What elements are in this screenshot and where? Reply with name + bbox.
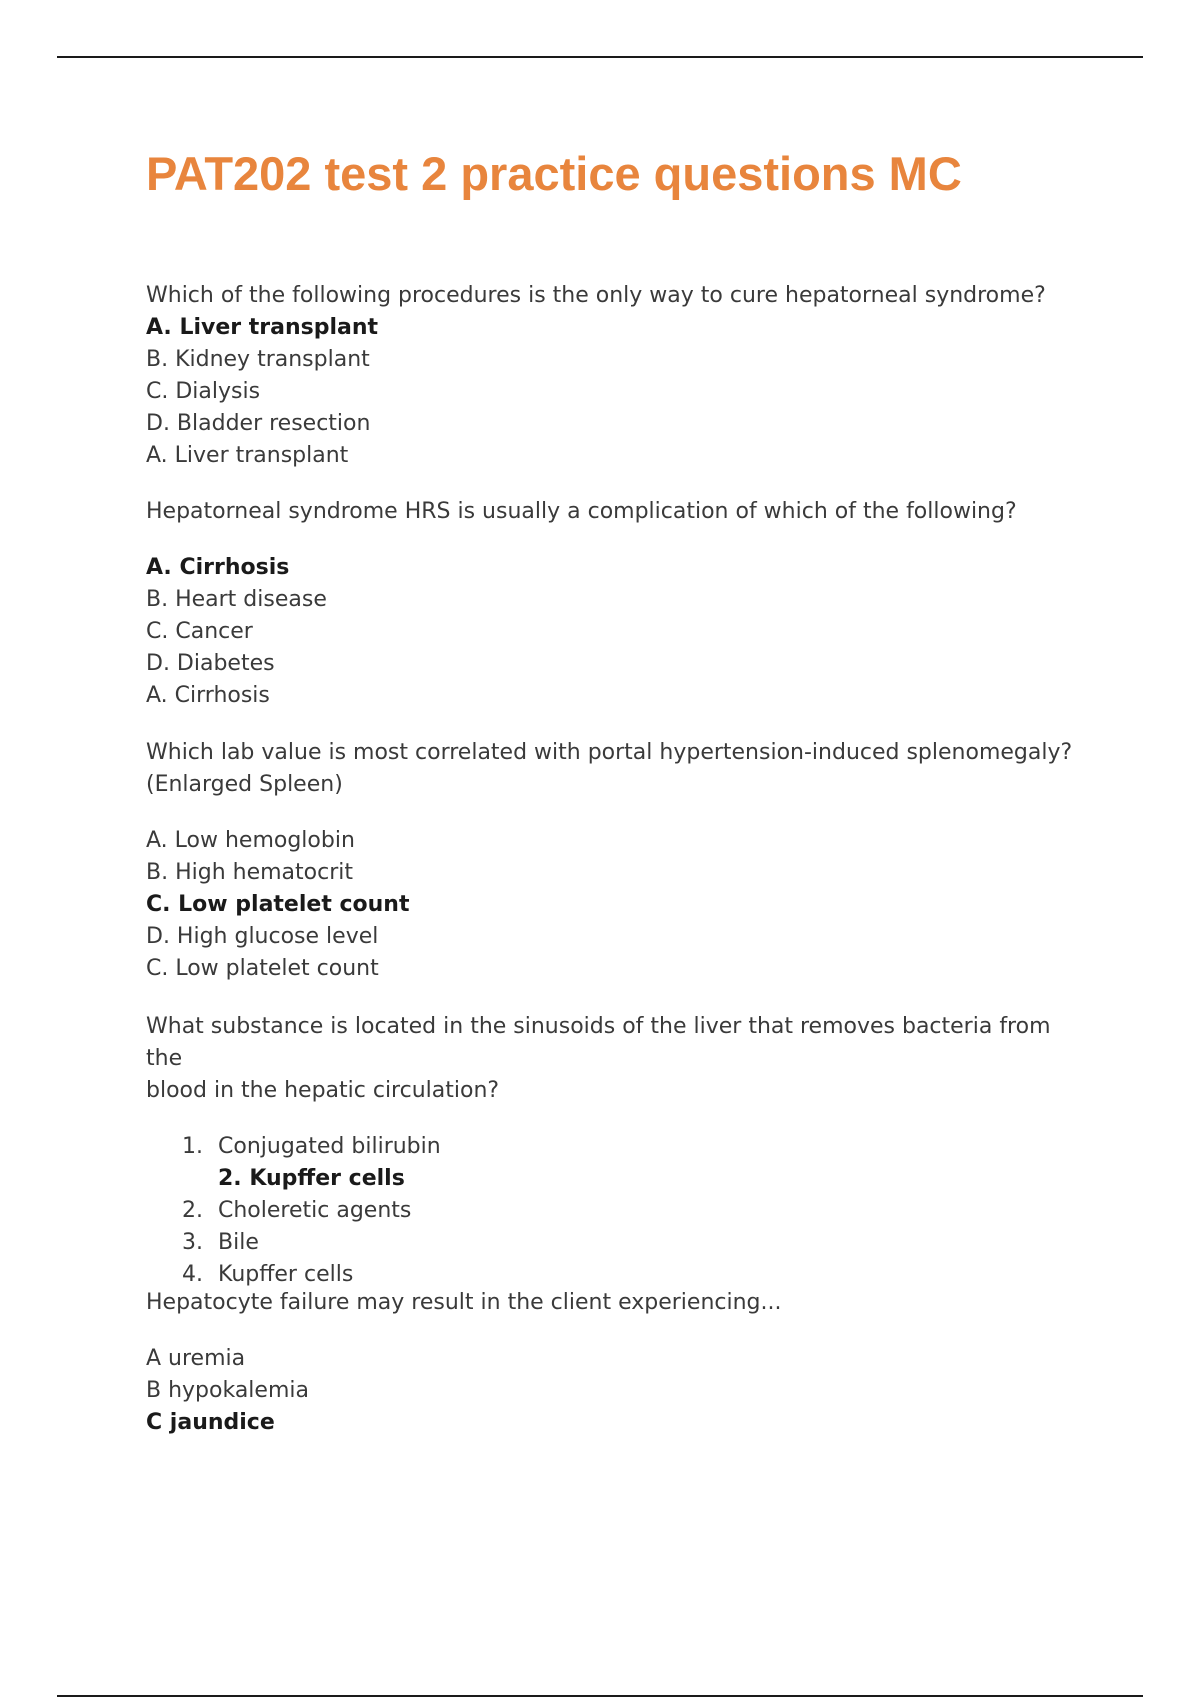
question-stem-continued: (Enlarged Spleen): [146, 772, 343, 797]
list-text: Bile: [218, 1230, 259, 1255]
option: C. Cancer: [146, 619, 253, 644]
list-number: 4.: [182, 1262, 203, 1287]
list-text: Conjugated bilirubin: [218, 1134, 441, 1159]
list-item: [182, 1131, 1086, 1163]
option: D. Bladder resection: [146, 411, 371, 436]
option: D. High glucose level: [146, 924, 379, 949]
answer-line: C. Low platelet count: [146, 956, 379, 981]
question-stem: Which lab value is most correlated with portal hypertension-induced splenomegaly?: [146, 740, 1073, 765]
question-3: [146, 737, 1086, 985]
answer-line: A. Liver transplant: [146, 443, 349, 468]
question-stem: Hepatorneal syndrome HRS is usually a complication of which of the following?: [146, 499, 1017, 524]
list-item: [182, 1195, 1086, 1227]
option: D. Diabetes: [146, 651, 275, 676]
option: B. Heart disease: [146, 587, 327, 612]
numbered-option-list: [146, 1131, 1086, 1291]
correct-option: C jaundice: [146, 1410, 275, 1435]
list-item: [182, 1227, 1086, 1259]
question-stem-continued: blood in the hepatic circulation?: [146, 1078, 500, 1103]
list-number: 3.: [182, 1230, 203, 1255]
option: A uremia: [146, 1346, 246, 1371]
list-text: Choleretic agents: [218, 1198, 412, 1223]
correct-option: A. Liver transplant: [146, 315, 379, 340]
correct-option: 2. Kupffer cells: [218, 1166, 405, 1191]
correct-option: C. Low platelet count: [146, 892, 410, 917]
page-title: PAT202 test 2 practice questions MC: [146, 147, 962, 200]
list-text: Kupffer cells: [218, 1262, 354, 1287]
document-body: [146, 140, 1086, 1435]
answer-line: A. Cirrhosis: [146, 683, 270, 708]
top-rule: [57, 56, 1143, 58]
option: C. Dialysis: [146, 379, 261, 404]
question-stem: What substance is located in the sinusoids of the liver that removes bacteria from the: [146, 1014, 1051, 1071]
question-stem: Which of the following procedures is the only way to cure hepatorneal syndrome?: [146, 283, 1046, 308]
bottom-rule: [57, 1695, 1143, 1697]
correct-option: A. Cirrhosis: [146, 555, 290, 580]
list-number: 2.: [182, 1198, 203, 1223]
question-2: [146, 496, 1086, 712]
option: B. Kidney transplant: [146, 347, 370, 372]
question-stem: Hepatocyte failure may result in the client experiencing...: [146, 1290, 782, 1315]
question-4: [146, 1011, 1086, 1291]
list-number: 1.: [182, 1134, 203, 1159]
option: A. Low hemoglobin: [146, 828, 355, 853]
question-1: [146, 280, 1086, 472]
question-5: [146, 1287, 1086, 1439]
option: B. High hematocrit: [146, 860, 353, 885]
option: B hypokalemia: [146, 1378, 309, 1403]
